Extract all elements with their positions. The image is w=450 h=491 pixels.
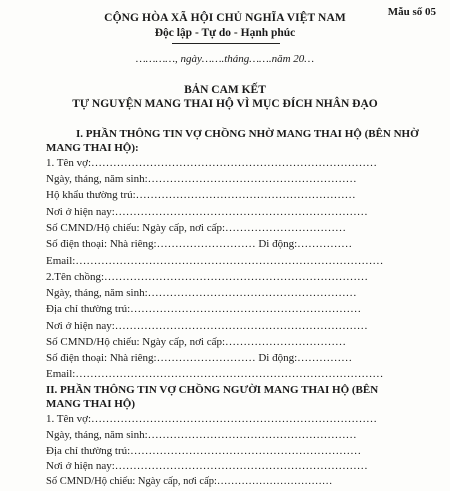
section1-heading-cont: MANG THAI HỘ): <box>46 142 139 154</box>
form-line: 2.Tên chồng:……………………………………………………………… <box>46 271 369 283</box>
form-line: Địa chỉ thường trú:……………………………………………………… <box>46 445 362 457</box>
section2-heading-cont: MANG THAI HỘ) <box>46 398 136 410</box>
form-line: Ngày, tháng, năm sinh:………………………………………………… <box>46 287 357 299</box>
form-line: Email:………………………………………………………………………… <box>46 368 384 380</box>
form-line: Hộ khẩu thường trú:…………………………………………………… <box>46 189 356 201</box>
date-line: …………, ngày…….tháng…….năm 20… <box>135 53 315 65</box>
form-line: Nơi ở hiện nay:…………………………………………………………… <box>46 320 368 332</box>
form-line: Ngày, tháng, năm sinh:………………………………………………… <box>46 429 357 441</box>
motto-underline <box>172 43 280 44</box>
form-line: 1. Tên vợ:…………………………………………………………………… <box>46 157 378 169</box>
national-header: CỘNG HÒA XÃ HỘI CHỦ NGHĨA VIỆT NAM <box>104 12 346 24</box>
form-line: Nơi ở hiện nay:…………………………………………………………… <box>46 206 368 218</box>
form-line: Số CMND/Hộ chiếu: Ngày cấp, nơi cấp:…………………………… <box>46 222 347 234</box>
form-line: Ngày, tháng, năm sinh:………………………………………………… <box>46 173 357 185</box>
form-line: 1. Tên vợ:…………………………………………………………………… <box>46 413 378 425</box>
form-line: Email:………………………………………………………………………… <box>46 255 384 267</box>
form-line: Số điện thoại: Nhà riêng:……………………… Di động:…………… <box>46 352 353 364</box>
form-line: Địa chỉ thường trú:……………………………………………………… <box>46 303 362 315</box>
section2-heading: II. PHẦN THÔNG TIN VỢ CHỒNG NGƯỜI MANG THAI HỘ (BÊN <box>46 384 379 396</box>
form-line: Nơi ở hiện nay:…………………………………………………………… <box>46 460 368 472</box>
national-motto: Độc lập - Tự do - Hạnh phúc <box>154 27 296 39</box>
document-title: BẢN CAM KẾT <box>184 84 266 96</box>
form-number: Mẫu số 05 <box>387 6 436 18</box>
section1-heading: I. PHẦN THÔNG TIN VỢ CHỒNG NHỜ MANG THAI HỘ (BÊN NHỜ <box>76 128 419 140</box>
form-line: Số CMND/Hộ chiếu: Ngày cấp, nơi cấp:…………………………… <box>46 476 333 487</box>
document-subtitle: TỰ NGUYỆN MANG THAI HỘ VÌ MỤC ĐÍCH NHÂN ĐẠO <box>72 98 378 110</box>
form-line: Số CMND/Hộ chiếu: Ngày cấp, nơi cấp:…………………………… <box>46 336 347 348</box>
form-line: Số điện thoại: Nhà riêng:……………………… Di động:…………… <box>46 238 353 250</box>
